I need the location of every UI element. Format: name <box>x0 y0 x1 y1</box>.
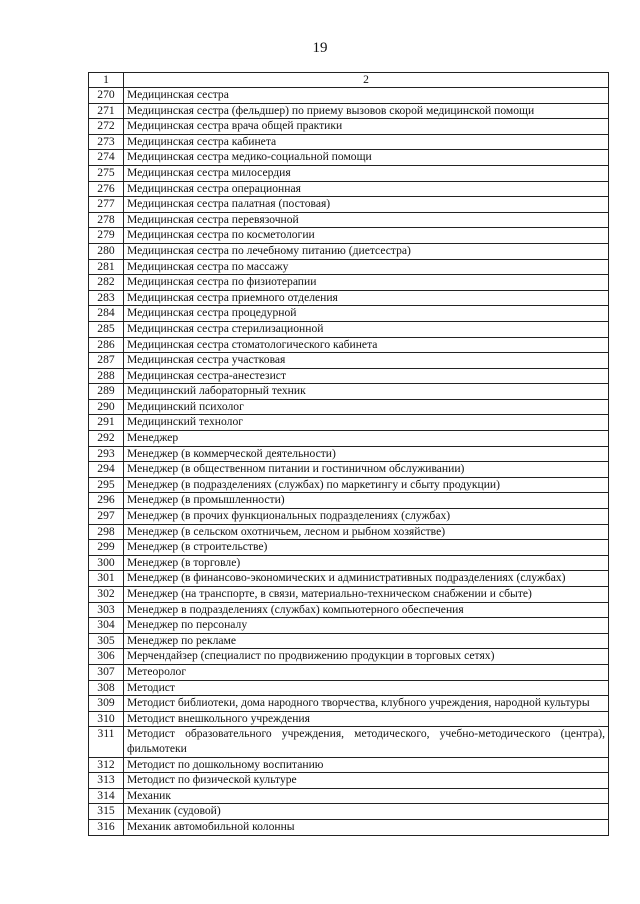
occupation-title: Медицинская сестра-анестезист <box>124 368 609 384</box>
table-row <box>89 259 609 275</box>
occupation-title: Мерчендайзер (специалист по продвижению продукции в торговых сетях) <box>124 649 609 665</box>
row-number: 315 <box>89 804 124 820</box>
table-row <box>89 696 609 712</box>
occupation-title: Медицинская сестра стоматологического кабинета <box>124 337 609 353</box>
row-number: 294 <box>89 462 124 478</box>
occupation-title: Менеджер (в общественном питании и гостиничном обслуживании) <box>124 462 609 478</box>
row-number: 277 <box>89 197 124 213</box>
row-number: 310 <box>89 711 124 727</box>
row-number: 282 <box>89 275 124 291</box>
table-row <box>89 788 609 804</box>
row-number: 306 <box>89 649 124 665</box>
table-row <box>89 290 609 306</box>
occupation-title: Менеджер по рекламе <box>124 633 609 649</box>
table-row <box>89 587 609 603</box>
occupation-title: Механик <box>124 788 609 804</box>
row-number: 308 <box>89 680 124 696</box>
table-row <box>89 540 609 556</box>
table-row <box>89 103 609 119</box>
row-number: 276 <box>89 181 124 197</box>
table-row <box>89 664 609 680</box>
occupation-title: Медицинская сестра по косметологии <box>124 228 609 244</box>
row-number: 288 <box>89 368 124 384</box>
occupation-title: Механик (судовой) <box>124 804 609 820</box>
row-number: 272 <box>89 119 124 135</box>
occupation-title: Медицинская сестра процедурной <box>124 306 609 322</box>
row-number: 304 <box>89 618 124 634</box>
column-header-title: 2 <box>124 73 609 88</box>
occupation-title: Методист по физической культуре <box>124 773 609 789</box>
table-row <box>89 571 609 587</box>
column-header-number: 1 <box>89 73 124 88</box>
table-row <box>89 384 609 400</box>
table-row <box>89 680 609 696</box>
table-row <box>89 337 609 353</box>
row-number: 271 <box>89 103 124 119</box>
occupation-title: Методист <box>124 680 609 696</box>
occupation-title: Медицинский психолог <box>124 399 609 415</box>
occupation-title: Методист по дошкольному воспитанию <box>124 757 609 773</box>
row-number: 278 <box>89 212 124 228</box>
table-row <box>89 509 609 525</box>
table-row <box>89 555 609 571</box>
row-number: 290 <box>89 399 124 415</box>
table-row <box>89 197 609 213</box>
occupation-title: Менеджер по персоналу <box>124 618 609 634</box>
occupation-title: Методист образовательного учреждения, методического, учебно-методического (центра), фильмотеки <box>124 727 609 757</box>
occupation-title: Менеджер (в сельском охотничьем, лесном и рыбном хозяйстве) <box>124 524 609 540</box>
table-row <box>89 228 609 244</box>
row-number: 307 <box>89 664 124 680</box>
row-number: 273 <box>89 134 124 150</box>
table-row <box>89 524 609 540</box>
occupation-title: Медицинская сестра по массажу <box>124 259 609 275</box>
occupation-title: Медицинский технолог <box>124 415 609 431</box>
occupation-title: Методист внешкольного учреждения <box>124 711 609 727</box>
occupation-title: Медицинский лабораторный техник <box>124 384 609 400</box>
occupation-title: Менеджер (на транспорте, в связи, материально-техническом снабжении и сбыте) <box>124 587 609 603</box>
occupation-title: Менеджер (в прочих функциональных подразделениях (службах) <box>124 509 609 525</box>
table-row <box>89 618 609 634</box>
table-row <box>89 431 609 447</box>
row-number: 313 <box>89 773 124 789</box>
table-row <box>89 649 609 665</box>
row-number: 293 <box>89 446 124 462</box>
row-number: 305 <box>89 633 124 649</box>
row-number: 316 <box>89 819 124 835</box>
table-row <box>89 602 609 618</box>
table-row <box>89 88 609 104</box>
occupation-title: Медицинская сестра участковая <box>124 353 609 369</box>
occupation-title: Менеджер в подразделениях (службах) компьютерного обеспечения <box>124 602 609 618</box>
row-number: 302 <box>89 587 124 603</box>
row-number: 312 <box>89 757 124 773</box>
table-row <box>89 727 609 757</box>
row-number: 280 <box>89 243 124 259</box>
table-row <box>89 321 609 337</box>
occupation-title: Менеджер (в финансово-экономических и административных подразделениях (службах) <box>124 571 609 587</box>
table-row <box>89 462 609 478</box>
row-number: 292 <box>89 431 124 447</box>
row-number: 289 <box>89 384 124 400</box>
row-number: 301 <box>89 571 124 587</box>
occupation-title: Медицинская сестра врача общей практики <box>124 119 609 135</box>
occupation-title: Менеджер (в коммерческой деятельности) <box>124 446 609 462</box>
row-number: 285 <box>89 321 124 337</box>
row-number: 309 <box>89 696 124 712</box>
occupation-title: Медицинская сестра кабинета <box>124 134 609 150</box>
table-header-row <box>89 73 609 88</box>
occupations-table <box>88 72 609 836</box>
table-row <box>89 181 609 197</box>
table-row <box>89 477 609 493</box>
row-number: 284 <box>89 306 124 322</box>
occupation-title: Медицинская сестра перевязочной <box>124 212 609 228</box>
row-number: 295 <box>89 477 124 493</box>
occupation-title: Медицинская сестра (фельдшер) по приему вызовов скорой медицинской помощи <box>124 103 609 119</box>
table-row <box>89 212 609 228</box>
row-number: 279 <box>89 228 124 244</box>
table-row <box>89 275 609 291</box>
table-row <box>89 119 609 135</box>
table-row <box>89 819 609 835</box>
row-number: 287 <box>89 353 124 369</box>
table-row <box>89 306 609 322</box>
occupation-title: Метеоролог <box>124 664 609 680</box>
table-row <box>89 134 609 150</box>
row-number: 311 <box>89 727 124 757</box>
row-number: 270 <box>89 88 124 104</box>
occupation-title: Методист библиотеки, дома народного творчества, клубного учреждения, народной культуры <box>124 696 609 712</box>
table-row <box>89 446 609 462</box>
row-number: 297 <box>89 509 124 525</box>
row-number: 283 <box>89 290 124 306</box>
row-number: 291 <box>89 415 124 431</box>
occupation-title: Медицинская сестра по физиотерапии <box>124 275 609 291</box>
row-number: 286 <box>89 337 124 353</box>
table-row <box>89 757 609 773</box>
row-number: 274 <box>89 150 124 166</box>
table-row <box>89 711 609 727</box>
row-number: 299 <box>89 540 124 556</box>
occupation-title: Медицинская сестра милосердия <box>124 165 609 181</box>
row-number: 314 <box>89 788 124 804</box>
row-number: 296 <box>89 493 124 509</box>
occupation-title: Медицинская сестра приемного отделения <box>124 290 609 306</box>
occupation-title: Механик автомобильной колонны <box>124 819 609 835</box>
table-row <box>89 150 609 166</box>
row-number: 281 <box>89 259 124 275</box>
occupation-title: Медицинская сестра <box>124 88 609 104</box>
row-number: 303 <box>89 602 124 618</box>
table-row <box>89 353 609 369</box>
occupation-title: Менеджер (в промышленности) <box>124 493 609 509</box>
occupation-title: Менеджер <box>124 431 609 447</box>
row-number: 298 <box>89 524 124 540</box>
table-row <box>89 415 609 431</box>
occupation-title: Медицинская сестра по лечебному питанию (диетсестра) <box>124 243 609 259</box>
occupation-title: Медицинская сестра операционная <box>124 181 609 197</box>
table-row <box>89 368 609 384</box>
table-row <box>89 804 609 820</box>
table-row <box>89 243 609 259</box>
occupation-title: Менеджер (в подразделениях (службах) по маркетингу и сбыту продукции) <box>124 477 609 493</box>
occupation-title: Медицинская сестра стерилизационной <box>124 321 609 337</box>
table-row <box>89 633 609 649</box>
occupation-title: Менеджер (в строительстве) <box>124 540 609 556</box>
occupation-title: Менеджер (в торговле) <box>124 555 609 571</box>
page-number: 19 <box>312 40 328 56</box>
table-row <box>89 399 609 415</box>
table-row <box>89 773 609 789</box>
row-number: 300 <box>89 555 124 571</box>
occupation-title: Медицинская сестра медико-социальной помощи <box>124 150 609 166</box>
table-row <box>89 165 609 181</box>
occupation-title: Медицинская сестра палатная (постовая) <box>124 197 609 213</box>
table-row <box>89 493 609 509</box>
row-number: 275 <box>89 165 124 181</box>
